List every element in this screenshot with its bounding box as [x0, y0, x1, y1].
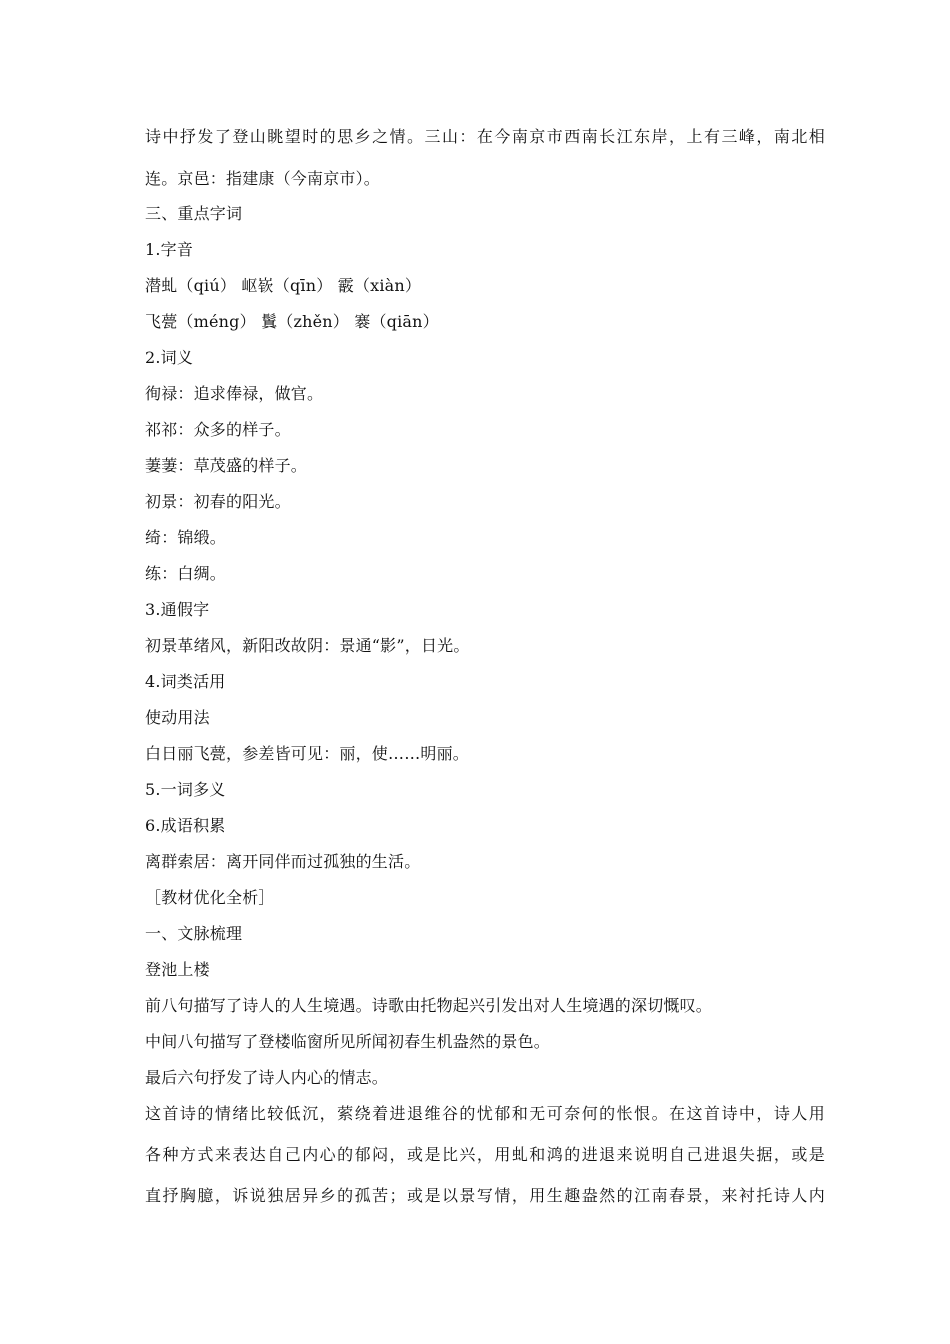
pronunciation-line: 潜虬（qiú） 岖嵚（qīn） 霰（xiàn）	[145, 276, 422, 295]
definition-line: 绮：锦缎。	[145, 528, 227, 547]
definition-line: 练：白绸。	[145, 564, 227, 583]
paragraph-line: 各种方式来表达自己内心的郁闷，或是比兴，用虬和鸿的进退来说明自己进退失据，或是	[145, 1145, 825, 1164]
paragraph-line: 最后六句抒发了诗人内心的情志。	[145, 1068, 389, 1087]
paragraph-line: 直抒胸臆，诉说独居异乡的孤苦；或是以景写情，用生趣盎然的江南春景，来衬托诗人内	[145, 1186, 825, 1205]
paragraph-line: 中间八句描写了登楼临窗所见所闻初春生机盎然的景色。	[145, 1032, 551, 1051]
subsection-heading: 5.一词多义	[145, 780, 226, 799]
subsection-heading: 1.字音	[145, 240, 194, 259]
subsection-heading: 3.通假字	[145, 600, 210, 619]
definition-line: 徇禄：追求俸禄，做官。	[145, 384, 324, 403]
pronunciation-line: 飞甍（méng） 鬒（zhěn） 褰（qiān）	[145, 312, 439, 331]
paragraph-line: 这首诗的情绪比较低沉，萦绕着进退维谷的忧郁和无可奈何的怅恨。在这首诗中，诗人用	[145, 1104, 825, 1123]
paragraph-line: 白日丽飞甍，参差皆可见：丽，使……明丽。	[145, 744, 470, 763]
poem-title: 登池上楼	[145, 960, 210, 979]
section-heading: 三、重点字词	[145, 204, 243, 223]
paragraph-line: 使动用法	[145, 708, 210, 727]
definition-line: 祁祁：众多的样子。	[145, 420, 291, 439]
paragraph-line: 诗中抒发了登山眺望时的思乡之情。三山：在今南京市西南长江东岸，上有三峰，南北相	[145, 127, 825, 146]
subsection-heading: 6.成语积累	[145, 816, 226, 835]
section-heading: 一、文脉梳理	[145, 924, 243, 943]
paragraph-line: 初景革绪风，新阳改故阴：景通“影”，日光。	[145, 636, 470, 655]
paragraph-line: 前八句描写了诗人的人生境遇。诗歌由托物起兴引发出对人生境遇的深切慨叹。	[145, 996, 713, 1015]
subsection-heading: 4.词类活用	[145, 672, 226, 691]
subsection-heading: 2.词义	[145, 348, 194, 367]
section-heading: ［教材优化全析］	[145, 888, 275, 907]
definition-line: 萋萋：草茂盛的样子。	[145, 456, 308, 475]
definition-line: 初景：初春的阳光。	[145, 492, 291, 511]
paragraph-line: 连。京邑：指建康（今南京市）。	[145, 169, 381, 188]
paragraph-line: 离群索居：离开同伴而过孤独的生活。	[145, 852, 421, 871]
